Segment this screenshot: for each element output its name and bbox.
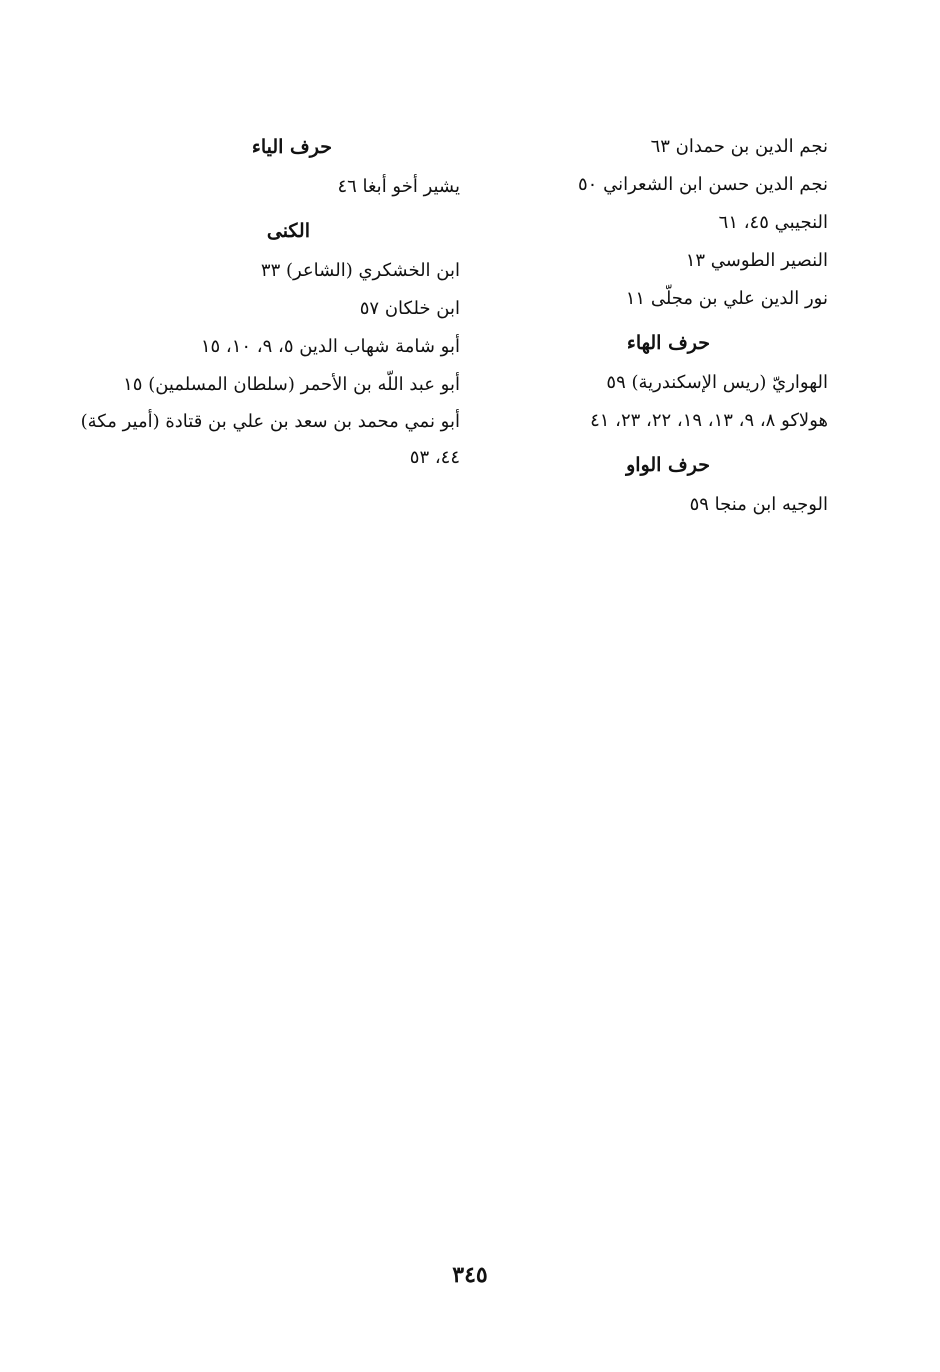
- index-entry: النصير الطوسي ١٣: [685, 250, 828, 271]
- section-heading-kuna: الكنى: [266, 220, 310, 242]
- index-entry: النجيبي ٤٥، ٦١: [718, 212, 828, 233]
- page-number: ٣٤٥: [452, 1262, 488, 1288]
- index-entry: أبو نمي محمد بن سعد بن علي بن قتادة (أمير مكة) ٤٤، ٥٣: [80, 411, 460, 468]
- index-entry: الهواريّ (ريس الإسكندرية) ٥٩: [606, 372, 828, 393]
- left-index-column: [80, 128, 460, 476]
- index-entry: نجم الدين بن حمدان ٦٣: [650, 136, 828, 157]
- index-entry: هولاكو ٨، ٩، ١٣، ١٩، ٢٢، ٢٣، ٤١: [590, 410, 828, 431]
- index-entry: أبو عبد اللّه بن الأحمر (سلطان المسلمين) ١٥: [123, 374, 460, 395]
- index-entry: الوجيه ابن منجا ٥٩: [689, 494, 828, 515]
- index-entry: يشير أخو أبغا ٤٦: [337, 176, 460, 197]
- index-entry: نجم الدين حسن ابن الشعراني ٥٠: [578, 174, 828, 195]
- index-entry: أبو شامة شهاب الدين ٥، ٩، ١٠، ١٥: [200, 336, 460, 357]
- section-heading-ha: حرف الهاء: [626, 332, 710, 354]
- index-entry: نور الدين علي بن مجلّى ١١: [625, 288, 828, 309]
- section-heading-ya: حرف الياء: [251, 136, 332, 158]
- section-heading-waw: حرف الواو: [626, 454, 710, 476]
- right-index-column: [488, 128, 828, 524]
- index-entry: ابن الخشكري (الشاعر) ٣٣: [260, 260, 460, 281]
- index-entry: ابن خلكان ٥٧: [359, 298, 460, 319]
